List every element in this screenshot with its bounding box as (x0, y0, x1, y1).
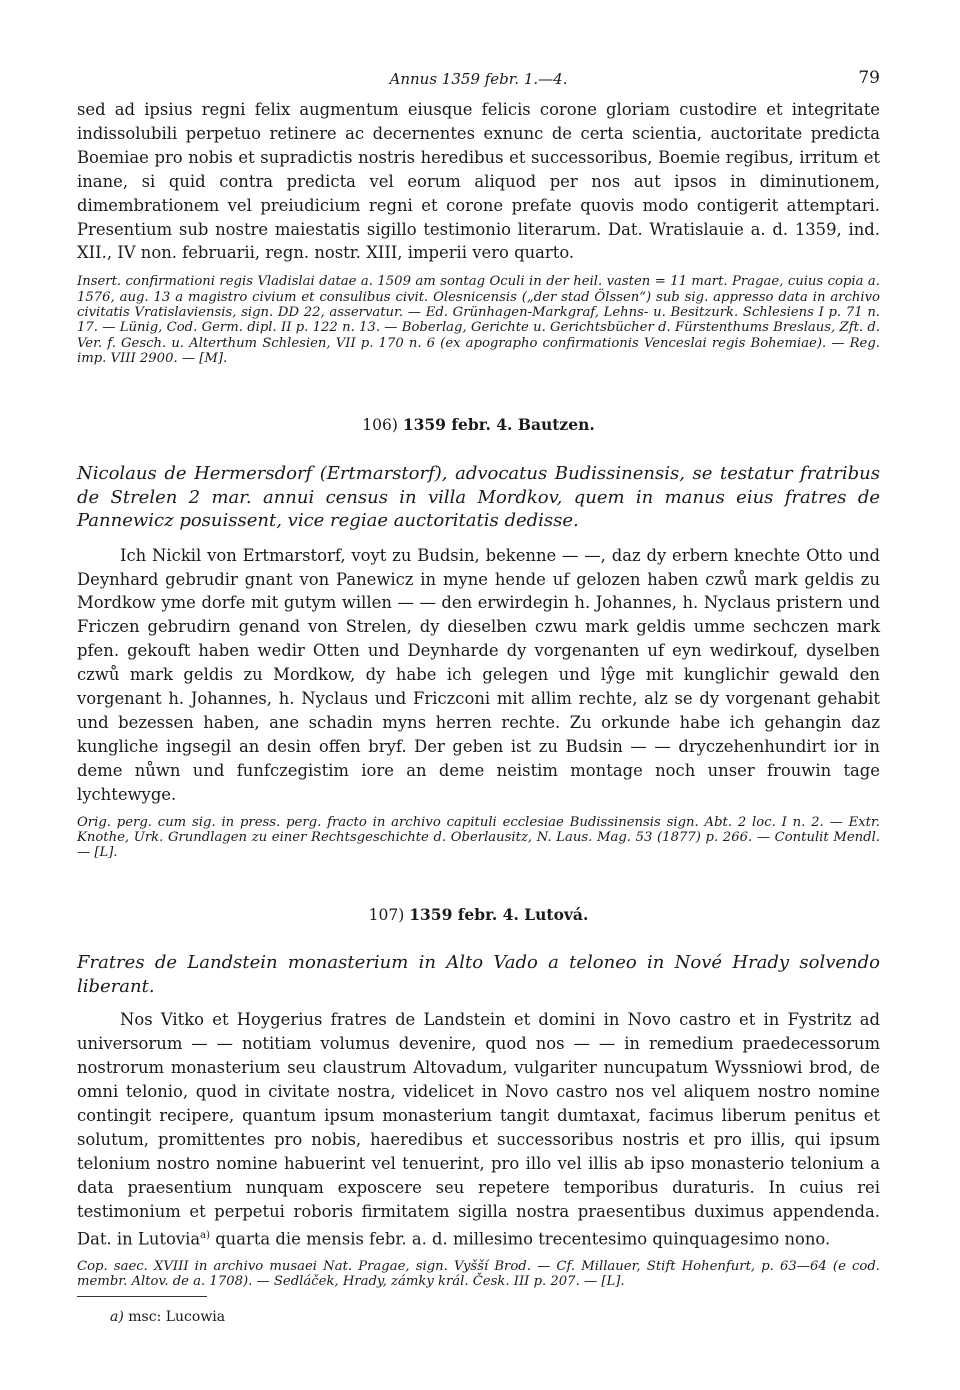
entry-107-regest: Fratres de Landstein monasterium in Alto Vado a teloneo in Nové Hrady solvendo liberant. (77, 952, 880, 997)
entry-107-text-main: Nos Vitko et Hoygerius fratres de Landstein et domini in Novo castro et in Fystritz ad universorum — — notitiam volumus devenire, quod nos — — in remedium praedecessorum nostrorum monasterium seu claustrum Altovadum, vulgariter nuncupatum Wyssniowi brod, de omni telonio, quod in civitate nostra, videlicet in Novo castro nos vel aliquem nostro nomine contingit recipere, quantum ipsum monasterium tangit dumtaxat, facimus liberum penitus et solutum, promittentes pro nobis, haeredibus et successoribus nostris et pro illis, qui ipsum telonium nostro nomine habuerint vel tenuerint, pro illo vel illis ab ipso monasterio telonium a data praesentium nunquam exposcere seu repetere temporibus duraturis. In cuius rei testimonium et perpetui roboris firmitatem sigilla nostra praesentibus duximus appendenda. Dat. in Lutovia (77, 1010, 880, 1249)
footnote-text: msc: Lucowia (128, 1308, 226, 1325)
entry-106-number: 106) (362, 416, 398, 435)
footnote-mark: a) (110, 1308, 124, 1325)
entry-107-text-end: quarta die mensis febr. a. d. millesimo trecentesimo quinquagesimo nono. (209, 1229, 831, 1249)
footnote-divider (77, 1296, 207, 1297)
entry-106-heading (77, 415, 880, 434)
entry-106-note: Orig. perg. cum sig. in press. perg. fracto in archivo capituli ecclesiae Budissinensis sign. Abt. 2 loc. I n. 2. — Extr. Knothe, Urk. Grundlagen zu einer Rechtsgeschichte d. Oberlausitz, N. Laus. Mag. 53 (1877) p. 266. — Contulit Mendl. — [L]. (77, 814, 880, 861)
footnote-reference: a) (200, 1229, 210, 1241)
footnote (77, 1309, 880, 1325)
entry-105-note: Insert. confirmationi regis Vladislai datae a. 1509 am sontag Oculi in der heil. vasten = 11 mart. Pragae, cuius copia a. 1576, aug. 13 a magistro civium et consulibus civit. Olesnicensis („der stad Ölssen“) sub sig. appresso data in archivo civitatis Vratislaviensis, sign. DD 22, asservatur. — Ed. Grünhagen-Markgraf, Lehns- u. Besitzurk. Schlesiens I p. 71 n. 17. — Lünig, Cod. Germ. dipl. II p. 122 n. 13. — Boberlag, Gerichte u. Gerichtsbücher d. Fürstenthums Breslaus, Zft. d. Ver. f. Gesch. u. Alterthum Schlesien, VII p. 170 n. 6 (ex apographo confirmationis Venceslai regis Bohemiae). — Reg. imp. VIII 2900. — [M]. (77, 274, 880, 366)
entry-107-text (77, 1008, 880, 1251)
running-head: Annus 1359 febr. 1.—4. (389, 70, 568, 88)
entry-107-note: Cop. saec. XVIII in archivo musaei Nat. Pragae, sign. Vyšší Brod. — Cf. Millauer, Stift Hohenfurt, p. 63—64 (e cod. membr. Altov. de a. 1708). — Sedláček, Hrady, zámky král. Česk. III p. 207. — [L]. (77, 1259, 880, 1290)
entry-106-text: Ich Nickil von Ertmarstorf, voyt zu Budsin, bekenne — —, daz dy erbern knechte Otto und Deynhard gebrudir gnant von Panewicz in myne hende uf gelozen haben czwů mark geldis zu Mordkow yme dorfe mit gutym willen — — den erwirdegin h. Johannes, h. Nyclaus pristern und Friczen gebrudirn genand von Strelen, dy dieselben czwu mark geldis umme sechczen mark pfen. gekouft haben wedir Otten und Deynharde dy vorgenanten uf eyn wedirkouf, dyselben czwů mark geldis zu Mordkow, dy habe ich gelegen und lŷge mit kunglichir gewald den vorgenant h. Johannes, h. Nyclaus und Friczconi mit allim rechte, alz se dy vorgenant gehabit und bezessen haben, ane schadin myns herren rechte. Zu orkunde habe ich gehangin daz kungliche ingsegil an desin offen bryf. Der geben ist zu Budsin — — dryczehenhundirt ior in deme nůwn und funfczegistim iore an deme neistim montage noch unser frouwin tage lychtewyge. (77, 545, 880, 804)
entry-107-number: 107) (368, 906, 405, 925)
entry-107-date: 1359 febr. 4. Lutová. (409, 905, 589, 925)
page-header (77, 64, 880, 98)
entry-105-text: sed ad ipsius regni felix augmentum eiusque felicis corone gloriam custodire et integritate indissolubili perpetuo retinere ac decernentes exnunc de certa scientia, auctoritate predicta Boemiae pro nobis et supradictis nostris heredibus et successoribus, Boemie regibus, irritum et inane, si quid contra predicta vel eorum aliquod per nos aut ipsos in diminutionem, dimembrationem vel preiudicium regni et corone prefate quovis modo contigerit attemptari. Presentium sub nostre maiestatis sigillo testimonio literarum. Dat. Wratislauie a. d. 1359, ind. XII., IV non. februarii, regn. nostr. XIII, imperii vero quarto. (77, 100, 880, 263)
page-number: 79 (858, 68, 880, 88)
document-page (77, 64, 880, 1325)
entry-106-regest: Nicolaus de Hermersdorf (Ertmarstorf), advocatus Budissinensis, se testatur fratribus de Strelen 2 mar. annui census in villa Mordkov, quem in manus eius fratres de Pannewicz posuissent, vice regiae auctoritatis dedisse. (77, 463, 880, 532)
entry-107-heading (77, 905, 880, 924)
entry-106-date: 1359 febr. 4. Bautzen. (402, 415, 595, 435)
